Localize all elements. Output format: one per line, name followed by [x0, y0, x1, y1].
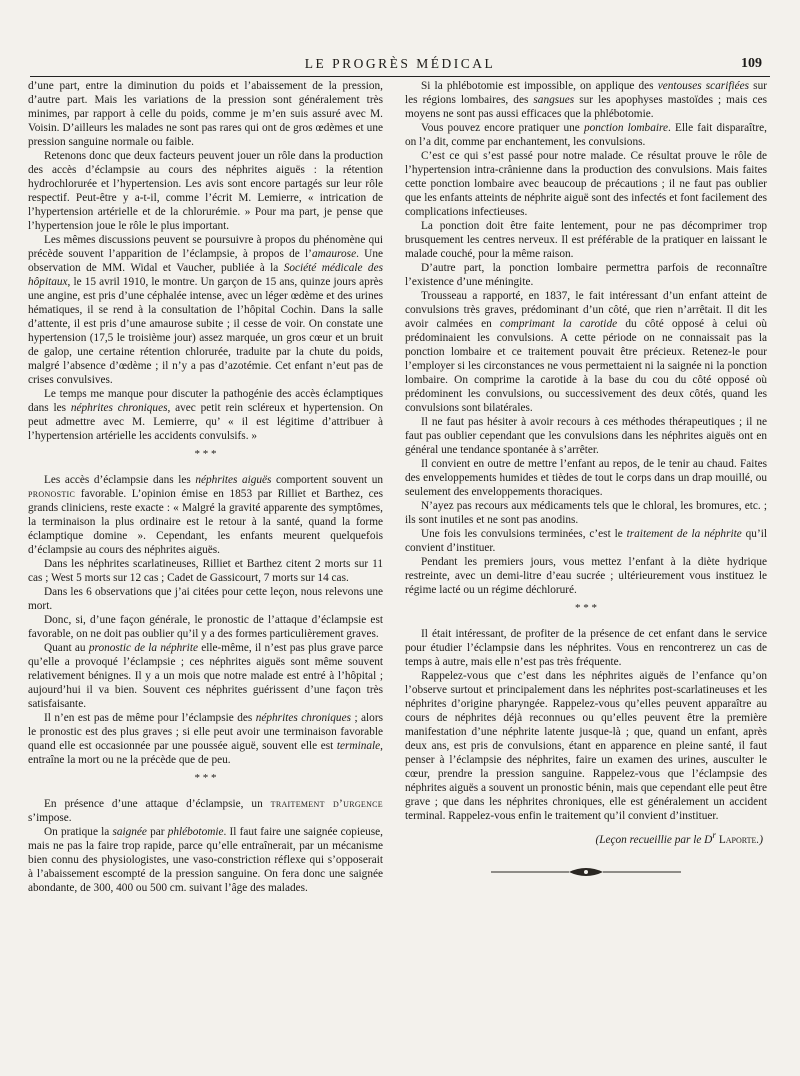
paragraph: Il convient en outre de mettre l’enfant au repos, de le tenir au chaud. Faites des enveloppements humides et tièdes de tout le corps dans un drap mouillé, ou seulement des enveloppements thoraciques. — [405, 458, 767, 498]
paragraph: Dans les néphrites scarlatineuses, Rilliet et Barthez citent 2 morts sur 11 cas ; West 5 morts sur 12 cas ; Cadet de Gassicourt, 7 morts sur 14 cas. — [28, 558, 383, 584]
section-separator: * * * — [194, 772, 217, 784]
paragraph: Trousseau a rapporté, en 1837, le fait intéressant d’un enfant atteint de convulsions très graves, prédominant d’un côté, que rien n’arrêtait. Il dit les avoir calmées en comprimant la carotide du côté opposé à celui où prédominaient les convulsions. A cette période on ne connaissait pas la ponction lombaire et ce traitement pouvait être précieux. Retenez-le pour l’employer si les circonstances ne vous permettaient ni la saignée ni la ponction lombaire. On comprime la carotide à la base du cou du côté opposé où prédominent les convulsions, ou successivement des deux côtés, quand les convulsions sont bilatérales. — [405, 290, 767, 414]
paragraph: Pendant les premiers jours, vous mettez l’enfant à la diète hydrique restreinte, avec un demi-litre d’eau sucrée ; ultérieurement vous instituez le régime lacté ou un régime déchloruré. — [405, 556, 767, 596]
paragraph: Donc, si, d’une façon générale, le pronostic de l’attaque d’éclampsie est favorable, on ne doit pas oublier qu’il y a des formes particulièrement graves. — [28, 614, 383, 640]
right-column — [405, 79, 767, 1044]
header-rule — [30, 76, 770, 77]
running-header — [30, 56, 770, 76]
paragraph: Quant au pronostic de la néphrite elle-même, il n’est pas plus grave parce qu’elle a provoqué l’éclampsie ; ces néphrites aiguës sont même souvent relativement bénignes. Il y a un mois que notre malade est entré à l’hôpital ; aujourd’hui il va bien. Souvent ces néphrites guérissent d’une façon très satisfaisante. — [28, 642, 383, 710]
left-column — [28, 79, 383, 1044]
section-separator: * * * — [194, 448, 217, 460]
paragraph: Il était intéressant, de profiter de la présence de cet enfant dans le service pour étudier l’éclampsie dans les néphrites. Vous en rencontrerez un cas de temps à autre, mais elle n’est pas très fréquente. — [405, 628, 767, 668]
paragraph: C’est ce qui s’est passé pour notre malade. Ce résultat prouve le rôle de l’hypertension intra-crânienne dans la production des convulsions. Mais faites cette ponction lombaire avec beaucoup de précautions ; il ne faut pas oublier que les enfants atteints de néphrite aiguë sont des infectés et font facilement des complications infectieuses. — [405, 150, 767, 218]
journal-title: LE PROGRÈS MÉDICAL — [304, 56, 496, 71]
paragraph: Si la phlébotomie est impossible, on applique des ventouses scarifiées sur les régions lombaires, des sangsues sur les apophyses mastoïdes ; mais ces moyens ne sont pas aussi efficaces que la phlébotomie. — [405, 80, 767, 120]
paragraph: Retenons donc que deux facteurs peuvent jouer un rôle dans la production des accès d’éclampsie au cours des néphrites aiguës : la rétention hydrochlorurée et l’hypertension. Les avis sont encore partagés sur leur rôle respectif. Peut-être y a-t-il, comme l’écrit M. Lemierre, « intrication de l’hypertension artérielle et de la chlorurémie. » Pour ma part, je pense que l’hypertension joue le rôle le plus important. — [28, 150, 383, 232]
paragraph: Il n’en est pas de même pour l’éclampsie des néphrites chroniques ; alors le pronostic est des plus graves ; si elle peut avoir une terminaison favorable quand elle est occasionnée par une poussée aiguë, souvent elle est terminale, entraîne la mort ou ne la précède que de peu. — [28, 712, 383, 766]
paragraph: La ponction doit être faite lentement, pour ne pas décomprimer trop brusquement les centres nerveux. Il est préférable de la pratiquer en laissant le malade couché, pour la même raison. — [405, 220, 767, 260]
paragraph: N’ayez pas recours aux médicaments tels que le chloral, les bromures, etc. ; ils sont inutiles et ne sont pas anodins. — [405, 500, 767, 526]
page-number: 109 — [741, 56, 762, 71]
paragraph: d’une part, entre la diminution du poids et l’abaissement de la pression, d’autre part. Mais les variations de la pression sont généralement très minimes, par rapport à celle du poids, comme je m’en suis assuré avec M. Voisin. D’ailleurs les malades ne sont pas rares qui ont de gros œdèmes et une pression sanguine normale ou faible. — [28, 80, 383, 148]
paragraph: D’autre part, la ponction lombaire permettra parfois de reconnaître l’existence d’une méningite. — [405, 262, 767, 288]
paragraph: Il ne faut pas hésiter à avoir recours à ces méthodes thérapeutiques ; il ne faut pas oublier cependant que les convulsions dans les néphrites aiguës ont en général une tendance spontanée à s’arrêter. — [405, 416, 767, 456]
signature-line: (Leçon recueillie par le $D^r$ Laporte.) — [595, 831, 763, 846]
paragraph: Une fois les convulsions terminées, c’est le traitement de la néphrite qu’il convient d’instituer. — [405, 528, 767, 554]
paragraph: Rappelez-vous que c’est dans les néphrites aiguës de l’enfance qu’on l’observe surtout et principalement dans les néphrites post-scarlatineuses et les néphrites d’origine pharyngée. Rappelez-vous qu’elles peuvent apparaître au cours de néphrites déjà reconnues ou qu’elles peuvent être la première manifestation d’une néphrite latente jusque-là ; que, quand un enfant, après deux ans, est pris de convulsions, étant en apparence en pleine santé, il faut penser à l’éclampsie des néphrites, faire un examen des urines, ausculter le cœur, prendre la pression sanguine. Rappelez-vous que l’éclampsie des néphrites aiguës a souvent un pronostic bénin, mais que cependant elle peut être grave ; que dans les néphrites chroniques, elle est généralement un accident terminal. Rappelez-vous enfin le traitement qu’il convient d’instituer. — [405, 670, 767, 822]
paragraph: On pratique la saignée par phlébotomie. Il faut faire une saignée copieuse, mais ne pas la faire trop rapide, parce qu’elle entraînerait, par un mécanisme bien connu des physiologistes, une vaso-constriction réflexe qui s’opposerait à l’abaissement escompté de la pression sanguine. On fera donc une saignée abondante, de 300, 400 ou 500 cm. suivant l’âge des malades. — [28, 826, 383, 894]
paragraph: Les mêmes discussions peuvent se poursuivre à propos du phénomène qui précède souvent l’apparition de l’éclampsie, à propos de l’amaurose. Une observation de MM. Widal et Vaucher, publiée à la Société médicale des hôpitaux, le 15 avril 1910, le montre. Un garçon de 15 ans, quinze jours après une angine, est pris d’une céphalée intense, avec un léger œdème et des urines hématiques, il se rend à la consultation de l’hôpital Cochin. Dans la salle d’attente, il est pris d’une amaurose subite ; il cesse de voir. On constate une hypertension (17,5 le troisième jour) assez marquée, un gros cœur et un bruit de galop, une certaine rétention chlorurée, traduite par la chute du poids, malgré l’absence d’œdème ; il n’y a pas d’azotémie. Cet enfant n’eut pas de crises convulsives. — [28, 234, 383, 386]
paragraph: Le temps me manque pour discuter la pathogénie des accès éclamptiques dans les néphrites chroniques, avec petit rein scléreux et hypertension. On peut admettre avec M. Lemierre, qu’ « il est légitime d’attribuer à l’hypertension artérielle les accidents convulsifs. » — [28, 388, 383, 442]
paragraph: Les accès d’éclampsie dans les néphrites aiguës comportent souvent un pronostic favorable. L’opinion émise en 1853 par Rilliet et Barthez, ces grands cliniciens, reste exacte : « Malgré la gravité apparente des symptômes, la terminaison la plus ordinaire est le retour à la santé, quand la forme éclamptique domine ». Cependant, les enfants meurent quelquefois d’éclampsie au cours des néphrites aiguës. — [28, 474, 383, 556]
end-ornament — [491, 865, 681, 879]
section-separator: * * * — [575, 602, 597, 614]
paragraph: En présence d’une attaque d’éclampsie, un traitement d’urgence s’impose. — [28, 798, 383, 824]
paragraph: Vous pouvez encore pratiquer une ponction lombaire. Elle fait disparaître, on l’a dit, comme par enchantement, les convulsions. — [405, 122, 767, 148]
paragraph: Dans les 6 observations que j’ai citées pour cette leçon, nous relevons une mort. — [28, 586, 383, 612]
